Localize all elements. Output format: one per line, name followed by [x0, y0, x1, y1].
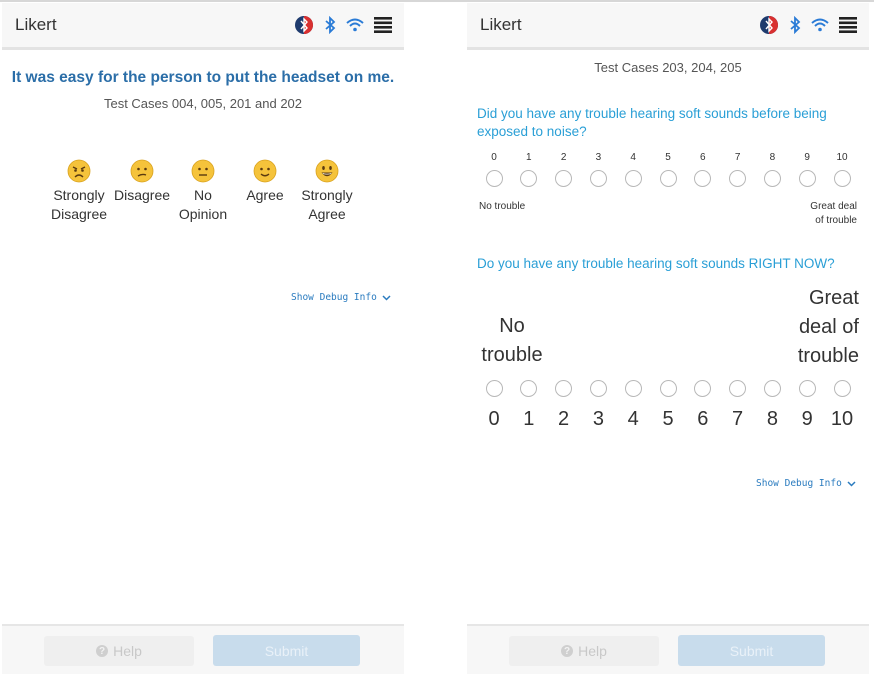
- q2-radio-option-6[interactable]: [694, 380, 711, 397]
- submit-button[interactable]: [678, 635, 825, 666]
- q2-radio-option-7[interactable]: [729, 380, 746, 397]
- option-label-line2: Disagree: [50, 206, 108, 222]
- question-subtitle: Test Cases 004, 005, 201 and 202: [103, 96, 303, 111]
- q2-radio-option-0[interactable]: [486, 380, 503, 397]
- q1-radio-option-10[interactable]: [834, 170, 851, 187]
- option-label-line1: Disagree: [113, 187, 171, 203]
- option-label-line2: Opinion: [178, 206, 228, 222]
- q2-low-anchor-line1: No: [499, 315, 525, 337]
- option-agree[interactable]: [230, 159, 300, 205]
- scale-number: 10: [830, 408, 854, 430]
- q2-radio-option-1[interactable]: [520, 380, 537, 397]
- help-label: Help: [578, 643, 607, 659]
- scale-number: 2: [560, 152, 567, 163]
- q2-radio-option-8[interactable]: [764, 380, 781, 397]
- app-title: Likert: [15, 15, 57, 34]
- q1-radio-option-7[interactable]: [729, 170, 746, 187]
- q2-high-anchor: [798, 284, 859, 371]
- left-survey-pane: [2, 3, 404, 674]
- app-title: Likert: [480, 15, 522, 34]
- q1-high-anchor-line2: of trouble: [815, 215, 857, 226]
- scale-number: 4: [627, 408, 639, 430]
- scale-number: 6: [700, 152, 706, 163]
- option-label-line1: No: [194, 187, 212, 203]
- q2-radio-option-9[interactable]: [799, 380, 816, 397]
- grinning-face-icon: [315, 159, 339, 183]
- q2-radio-option-10[interactable]: [834, 380, 851, 397]
- q1-radio-option-4[interactable]: [625, 170, 642, 187]
- q1-radio-option-3[interactable]: [590, 170, 607, 187]
- scale-number: 1: [523, 408, 535, 430]
- footer-bar: [2, 624, 404, 674]
- q1-low-anchor: No trouble: [479, 201, 526, 212]
- scale-number: 9: [804, 152, 810, 163]
- bluetooth-headset-badge-icon[interactable]: [294, 15, 314, 35]
- option-strongly-disagree[interactable]: [44, 159, 114, 224]
- angry-face-icon: [67, 159, 91, 183]
- q2-radio-option-5[interactable]: [660, 380, 677, 397]
- q1-high-anchor: [810, 200, 857, 228]
- question-1-text: Did you have any trouble hearing soft sounds before being exposed to noise?: [477, 106, 827, 139]
- option-disagree[interactable]: [107, 159, 177, 205]
- scale-number: 8: [769, 152, 776, 163]
- option-strongly-agree[interactable]: [292, 159, 362, 224]
- show-debug-info-link[interactable]: [756, 478, 856, 489]
- scale-number: 7: [734, 152, 741, 163]
- scale-number: 5: [665, 152, 671, 163]
- question-title: It was easy for the person to put the headset on me.: [11, 69, 395, 86]
- q1-radio-option-9[interactable]: [799, 170, 816, 187]
- header-icons: [294, 15, 392, 35]
- question-2-text: Do you have any trouble hearing soft sounds RIGHT NOW?: [477, 256, 835, 271]
- q2-radio-option-3[interactable]: [590, 380, 607, 397]
- scale-number: 4: [630, 152, 636, 163]
- help-button[interactable]: [509, 636, 659, 666]
- wifi-icon[interactable]: [346, 18, 364, 32]
- debug-label: Show Debug Info: [291, 292, 377, 303]
- q2-high-anchor-line1: Great: [808, 287, 859, 309]
- q2-radio-option-4[interactable]: [625, 380, 642, 397]
- scale-number: 0: [491, 152, 497, 163]
- help-label: Help: [113, 643, 142, 659]
- q1-high-anchor-line1: Great deal: [810, 201, 857, 212]
- bluetooth-icon[interactable]: [324, 16, 336, 34]
- question-circle-icon: ?: [561, 645, 573, 657]
- scale-number: 0: [488, 408, 500, 430]
- scale-number: 9: [801, 408, 813, 430]
- scale-number: 3: [592, 408, 604, 430]
- q1-radio-option-8[interactable]: [764, 170, 781, 187]
- q1-radio-option-1[interactable]: [520, 170, 537, 187]
- list-menu-icon[interactable]: [374, 17, 392, 33]
- submit-label: Submit: [264, 642, 309, 659]
- bluetooth-headset-badge-icon[interactable]: [759, 15, 779, 35]
- slight-smile-icon: [253, 159, 277, 183]
- scale-number: 5: [662, 408, 674, 430]
- right-survey-pane: [467, 3, 869, 674]
- chevron-down-icon: [382, 295, 391, 301]
- option-label-line1: Strongly: [53, 187, 105, 203]
- wifi-icon[interactable]: [811, 18, 829, 32]
- scale-number: 2: [558, 408, 570, 430]
- q1-radio-option-0[interactable]: [486, 170, 503, 187]
- scale-number: 1: [526, 152, 532, 163]
- question-circle-icon: ?: [96, 645, 108, 657]
- app-header: [467, 3, 869, 50]
- q2-high-anchor-line2: deal of: [798, 316, 859, 338]
- footer-bar: [467, 624, 869, 674]
- submit-label: Submit: [729, 642, 774, 659]
- option-label-line1: Agree: [246, 187, 284, 203]
- q2-high-anchor-line3: trouble: [797, 345, 859, 367]
- q2-low-anchor: [477, 312, 547, 370]
- help-button[interactable]: [44, 636, 194, 666]
- q1-radio-option-6[interactable]: [694, 170, 711, 187]
- scale-number: 6: [697, 408, 709, 430]
- debug-label: Show Debug Info: [756, 478, 842, 489]
- scale-number: 3: [595, 152, 602, 163]
- header-icons: [759, 15, 857, 35]
- scale-number: 10: [836, 152, 848, 163]
- q2-low-anchor-line2: trouble: [481, 344, 543, 366]
- test-cases-subtitle: Test Cases 203, 204, 205: [594, 60, 742, 75]
- option-no-opinion[interactable]: [168, 159, 238, 224]
- scale-number: 8: [766, 408, 778, 430]
- scale-number: 7: [732, 408, 744, 430]
- q2-radio-option-2[interactable]: [555, 380, 572, 397]
- submit-button[interactable]: [213, 635, 360, 666]
- chevron-down-icon: [847, 481, 856, 487]
- show-debug-info-link[interactable]: [291, 292, 391, 303]
- q1-radio-option-2[interactable]: [555, 170, 572, 187]
- q1-radio-option-5[interactable]: [660, 170, 677, 187]
- option-label-line2: Agree: [308, 206, 346, 222]
- confused-face-icon: [130, 159, 154, 183]
- list-menu-icon[interactable]: [839, 17, 857, 33]
- option-label-line1: Strongly: [301, 187, 353, 203]
- neutral-face-icon: [191, 159, 215, 183]
- app-header: [2, 3, 404, 50]
- window-top-border: [0, 0, 874, 2]
- bluetooth-icon[interactable]: [789, 16, 801, 34]
